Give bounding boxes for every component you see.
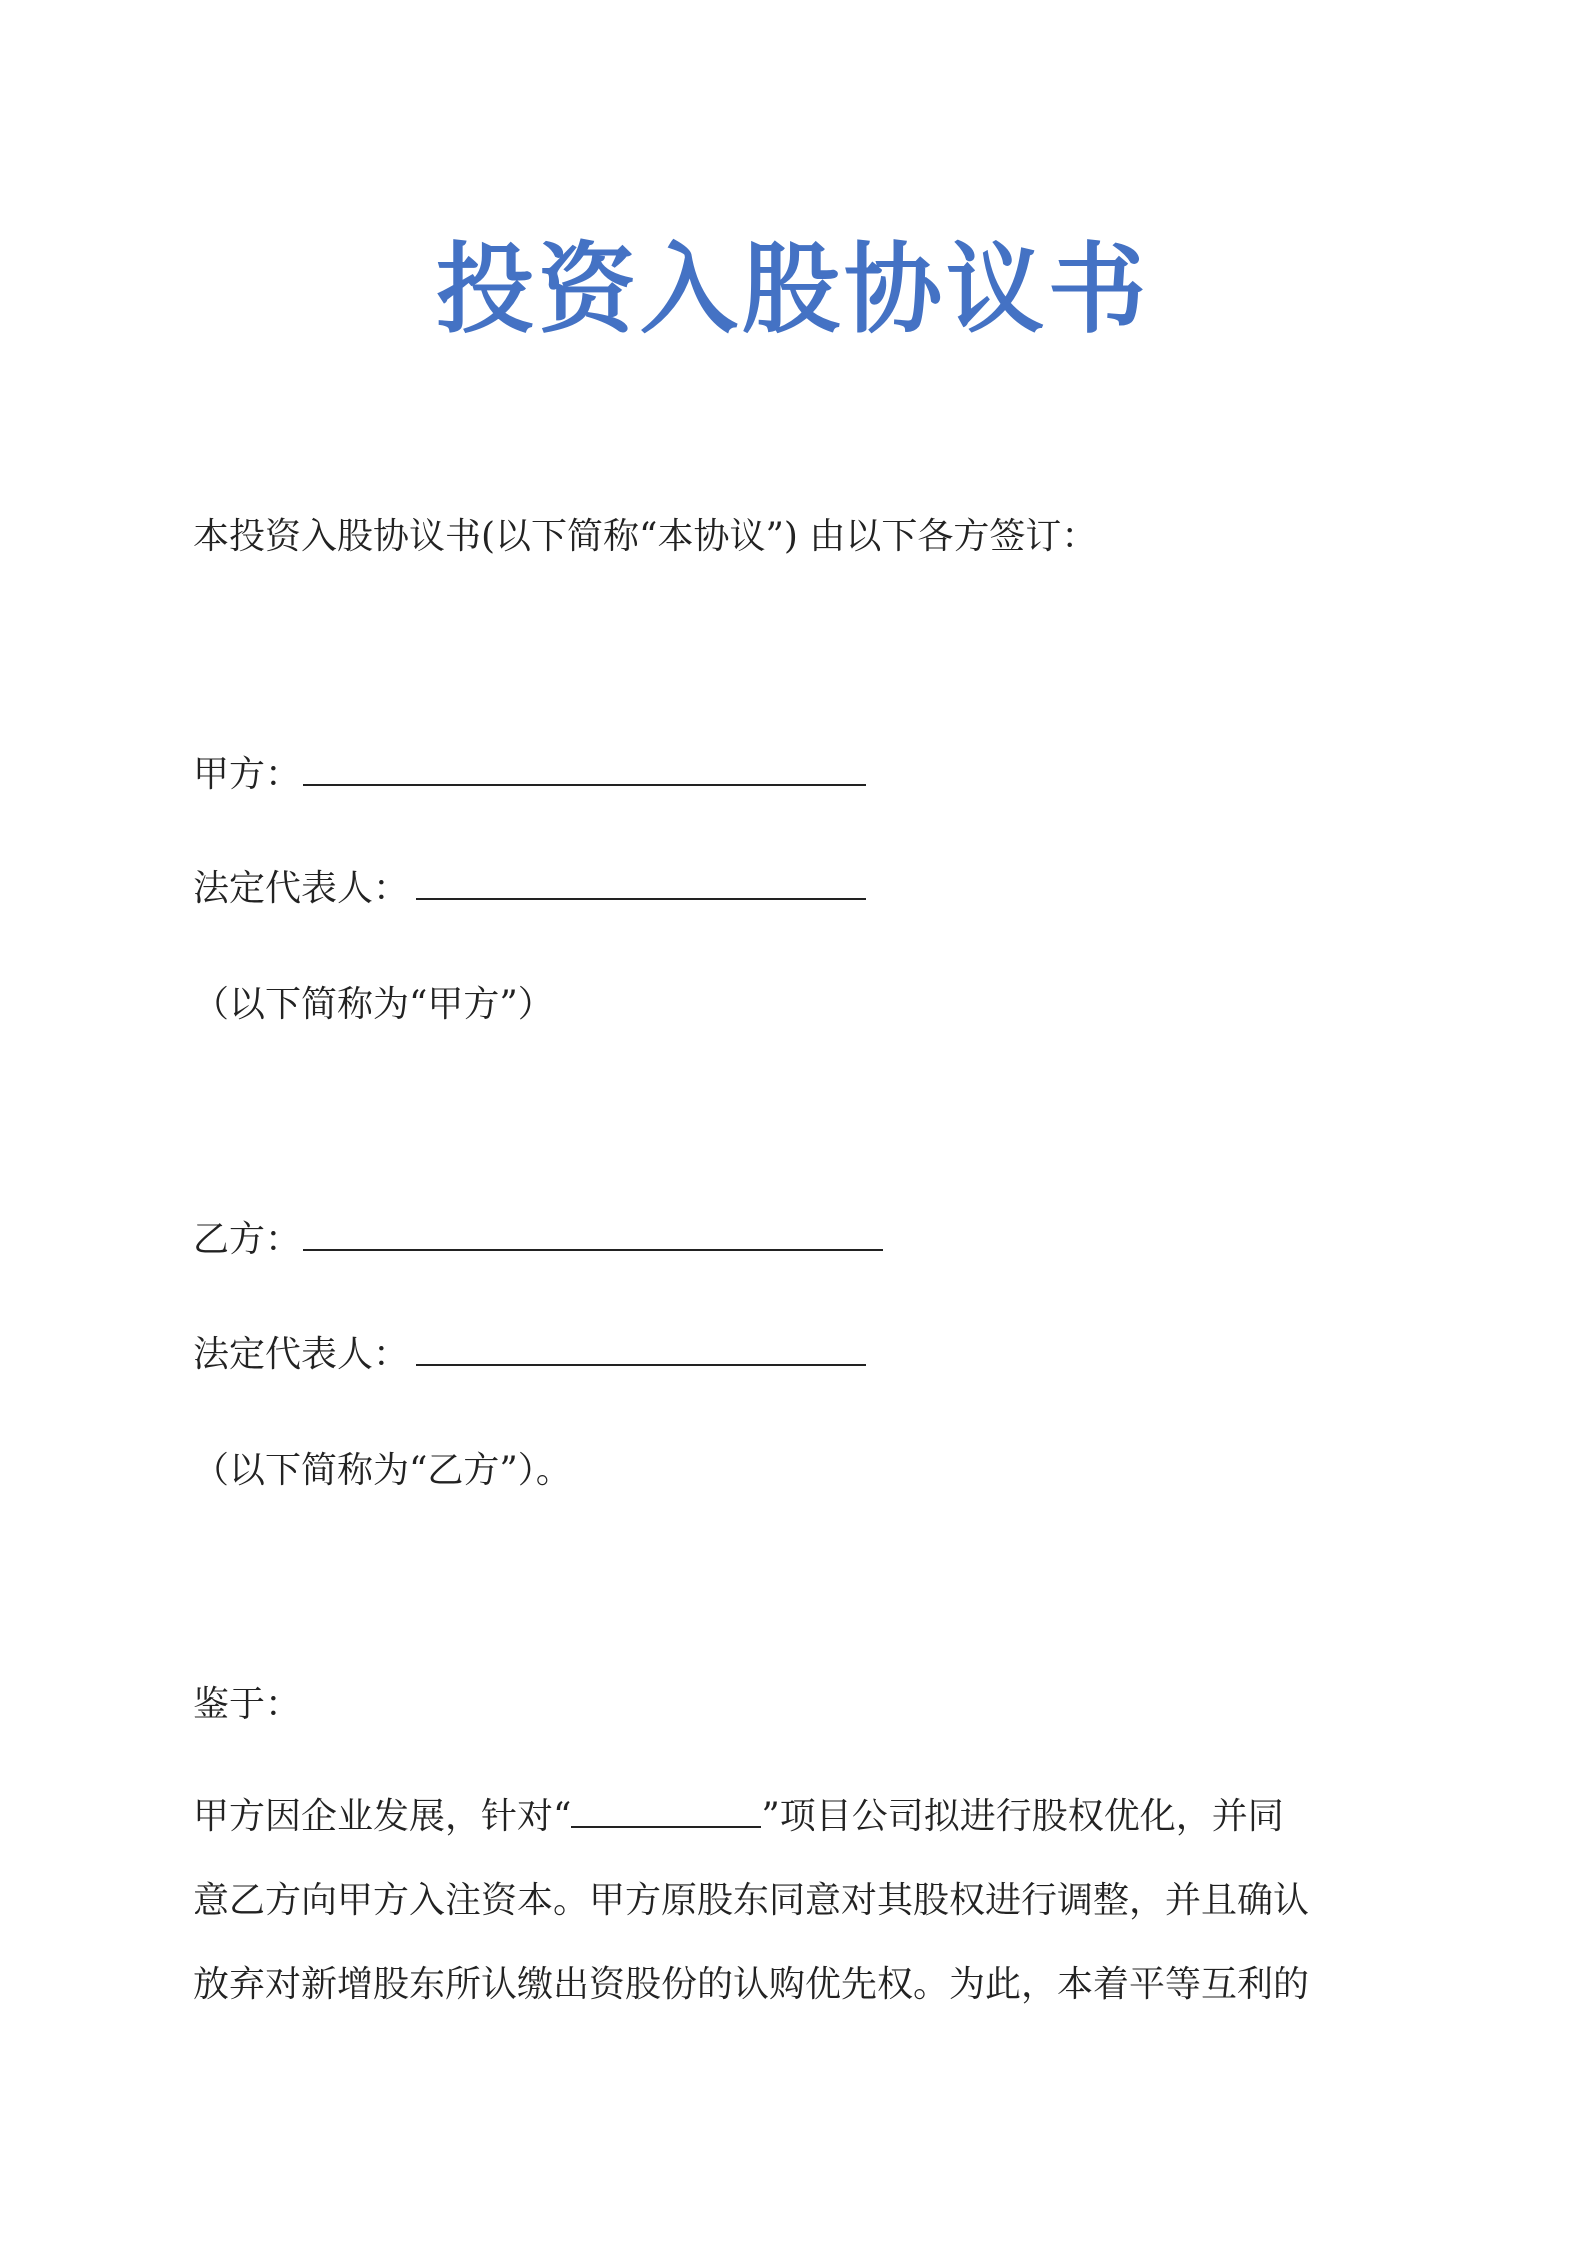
party-b-name-label: 乙方： [193, 1219, 302, 1260]
whereas-paragraph [193, 1792, 1353, 2044]
party-a-rep-blank[interactable] [416, 864, 866, 900]
party-a-name-label: 甲方： [193, 754, 302, 795]
whereas-line-3: 放弃对新增股东所认缴出资股份的认购优先权。为此，本着平等互利的 [193, 1964, 1310, 2005]
whereas-line-1-end: ”项目公司拟进行股权优化，并同 [761, 1796, 1284, 1837]
party-b-name-blank[interactable] [303, 1215, 883, 1251]
party-a-alias: （以下简称为“甲方”） [193, 984, 554, 1025]
project-name-blank[interactable] [571, 1792, 761, 1828]
party-a-name-row [193, 750, 866, 800]
whereas-line-1-start: 甲方因企业发展，针对“ [193, 1796, 572, 1837]
party-b-alias: （以下简称为“乙方”）。 [193, 1450, 572, 1491]
whereas-line-1 [193, 1792, 1353, 1876]
party-b-rep-row [193, 1330, 866, 1380]
whereas-label: 鉴于： [193, 1684, 302, 1725]
document-title: 投资入股协议书 [435, 232, 1150, 347]
party-b-name-row [193, 1215, 883, 1265]
party-a-name-blank[interactable] [303, 750, 866, 786]
party-b-rep-blank[interactable] [416, 1330, 866, 1366]
party-a-rep-row [193, 864, 866, 914]
party-b-rep-label: 法定代表人： [193, 1334, 410, 1375]
party-a-rep-label: 法定代表人： [193, 868, 410, 909]
whereas-line-2: 意乙方向甲方入注资本。甲方原股东同意对其股权进行调整，并且确认 [193, 1880, 1310, 1921]
intro-paragraph: 本投资入股协议书(以下简称“本协议”) 由以下各方签订： [193, 516, 1098, 557]
